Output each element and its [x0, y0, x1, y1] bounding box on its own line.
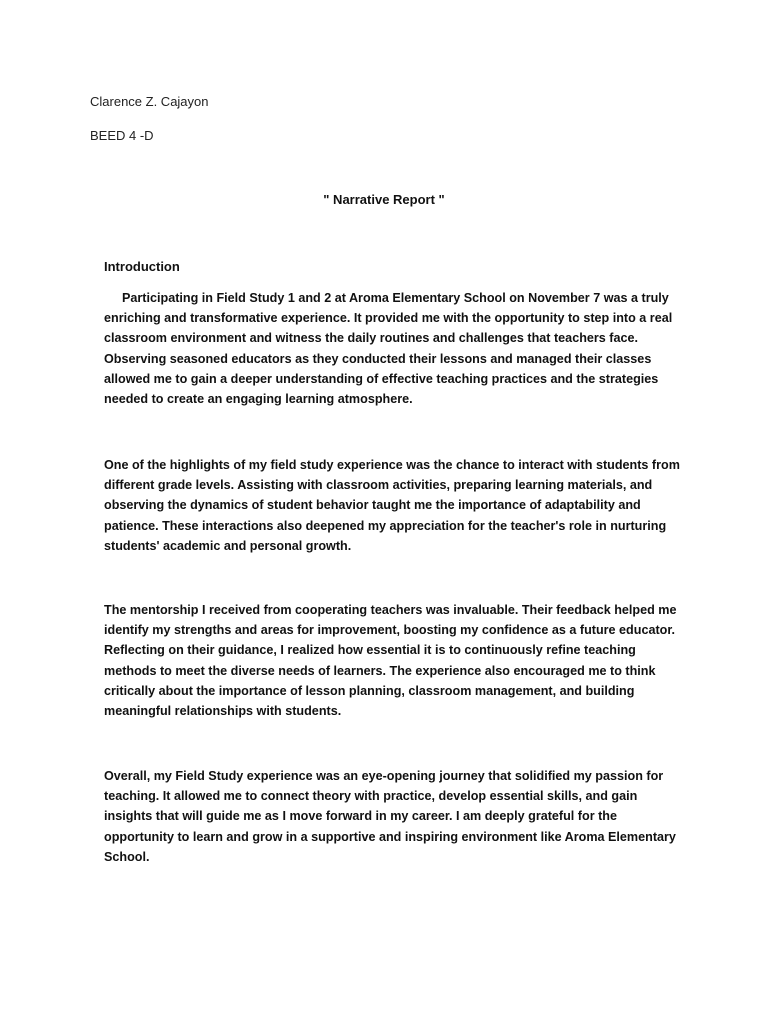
paragraph-mentorship: The mentorship I received from cooperating teachers was invaluable. Their feedback helped me identify my strengths and areas for improvement, boosting my confidence as a future educator. Reflecting on their guidance, I realized how essential it is to continuously refine teaching methods to meet the diverse needs of learners. The experience also encouraged me to think critically about the importance of lesson planning, classroom management, and building meaningful relationships with students.	[104, 603, 677, 719]
paragraph-highlights: One of the highlights of my field study experience was the chance to interact with students from different grade levels. Assisting with classroom activities, preparing learning materials, and observing the dynamics of student behavior taught me the importance of adaptability and patience. These interactions also deepened my appreciation for the teacher's role in nurturing students' academic and personal growth.	[104, 458, 680, 553]
paragraph-intro: Participating in Field Study 1 and 2 at Aroma Elementary School on November 7 was a truly enriching and transformative experience. It provided me with the opportunity to step into a real classroom environment and witness the daily routines and challenges that teachers face. Observing seasoned educators as they conducted their lessons and managed their classes allowed me to gain a deeper understanding of effective teaching practices and the strategies needed to create an engaging learning atmosphere.	[104, 291, 673, 407]
section-heading: Introduction	[104, 259, 180, 274]
document-title: " Narrative Report "	[323, 192, 445, 207]
author-name: Clarence Z. Cajayon	[90, 94, 209, 109]
class-section: BEED 4 -D	[90, 128, 154, 143]
paragraph-conclusion: Overall, my Field Study experience was an eye-opening journey that solidified my passion for teaching. It allowed me to connect theory with practice, develop essential skills, and gain insights that will guide me as I move forward in my career. I am deeply grateful for the opportunity to learn and grow in a supportive and inspiring environment like Aroma Elementary School.	[104, 769, 676, 864]
